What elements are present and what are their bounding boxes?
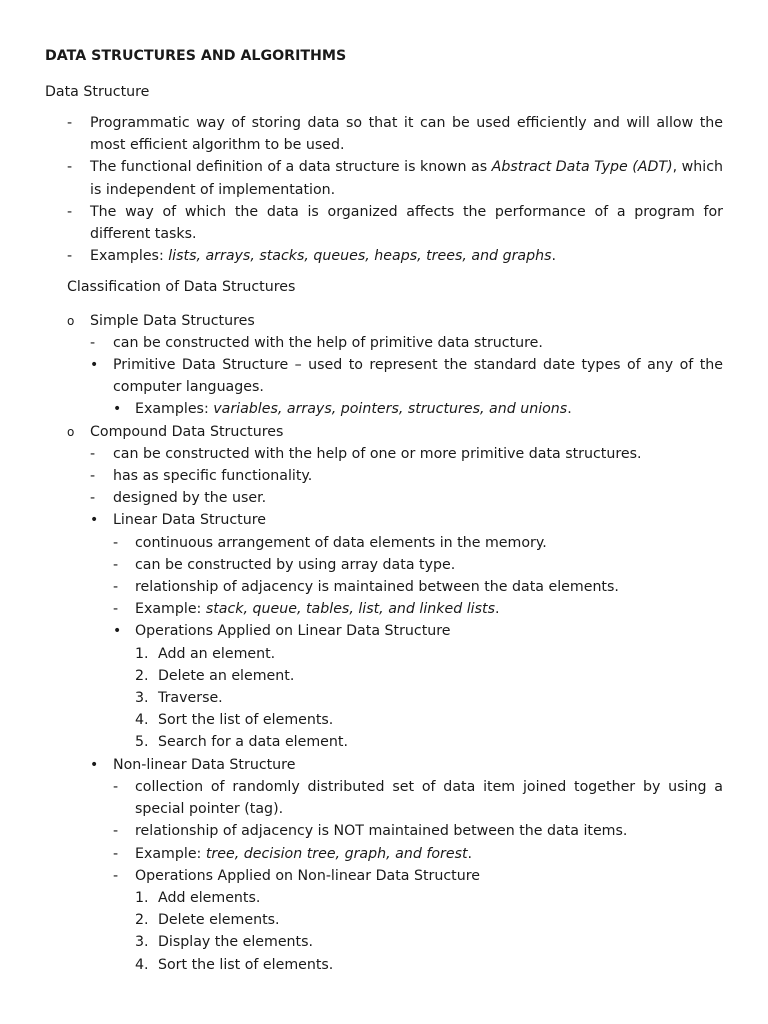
dash-marker: -: [67, 115, 73, 131]
numbered-item: [45, 709, 723, 731]
classification-heading: Classification of Data Structures: [67, 279, 296, 296]
list-item-text: Add elements.: [158, 889, 261, 906]
numbered-item: [45, 643, 723, 665]
list-item-text: The functional definition of a data structure is known as: [90, 159, 492, 176]
list-item-text: .: [467, 845, 473, 862]
dash-marker: -: [113, 579, 119, 596]
list-item-text: .: [551, 248, 557, 265]
linear-operations-label: Operations Applied on Linear Data Structure: [135, 623, 451, 640]
nonlinear-structure-label: Non-linear Data Structure: [113, 756, 296, 773]
examples-italic: variables, arrays, pointers, structures, and unions: [213, 401, 568, 418]
list-item: [45, 112, 723, 156]
numbered-item: [45, 954, 723, 976]
number-marker: 1.: [135, 889, 149, 906]
list-item-text: Search for a data element.: [158, 734, 348, 751]
number-marker: 3.: [135, 934, 149, 951]
list-item-text: designed by the user.: [113, 490, 267, 507]
list-item-text: can be constructed with the help of primitive data structure.: [113, 334, 543, 351]
bullet-icon: •: [90, 512, 99, 529]
nonlinear-structure-item: [45, 754, 723, 776]
list-item-text: Delete elements.: [158, 912, 280, 929]
dash-marker: -: [113, 601, 119, 618]
list-item-text: Add an element.: [158, 645, 276, 662]
dash-marker: -: [113, 534, 119, 551]
numbered-item: [45, 931, 723, 953]
list-item-text: Programmatic way of storing data so that it can be used efficiently and will allow the most efficient algorithm to be used.: [90, 115, 723, 154]
list-item-text: Sort the list of elements.: [158, 712, 334, 729]
list-item-text: Examples:: [135, 401, 214, 418]
list-item-text: Display the elements.: [158, 934, 314, 951]
numbered-item: [45, 731, 723, 753]
examples-italic: lists, arrays, stacks, queues, heaps, trees, and graphs: [168, 248, 552, 265]
list-item: [45, 843, 723, 865]
compound-structures-item: [45, 421, 723, 443]
list-item-text: can be constructed with the help of one or more primitive data structures.: [113, 445, 642, 462]
circle-bullet-icon: o: [67, 424, 75, 439]
number-marker: 4.: [135, 712, 149, 729]
simple-structures-item: [45, 310, 723, 332]
intro-list: [45, 112, 723, 267]
dash-marker: -: [90, 445, 96, 462]
dash-marker: -: [67, 159, 73, 176]
number-marker: 5.: [135, 734, 149, 751]
bullet-icon: •: [90, 756, 99, 773]
list-item-text: Sort the list of elements.: [158, 956, 334, 973]
number-marker: 2.: [135, 912, 149, 929]
list-item-text: The way of which the data is organized affects the performance of a program for different tasks.: [90, 203, 723, 243]
bullet-icon: •: [90, 357, 99, 374]
list-item-text: Examples:: [90, 248, 169, 265]
numbered-item: [45, 687, 723, 709]
list-item-text: continuous arrangement of data elements in the memory.: [135, 534, 547, 551]
list-item-text: Traverse.: [158, 690, 223, 707]
list-item: [45, 465, 723, 487]
list-item: [45, 776, 723, 820]
dash-marker: -: [113, 778, 119, 795]
bullet-icon: •: [113, 401, 122, 418]
list-item-text: relationship of adjacency is NOT maintained between the data items.: [135, 823, 628, 840]
list-item: [45, 598, 723, 620]
dash-marker: -: [67, 203, 73, 220]
list-item-text: Primitive Data Structure – used to represent the standard date types of any of the computer languages.: [113, 357, 723, 396]
list-item-text: Example:: [135, 601, 206, 618]
dash-marker: -: [113, 845, 119, 862]
simple-structures-label: Simple Data Structures: [90, 312, 255, 329]
nonlinear-operations-label: Operations Applied on Non-linear Data Structure: [135, 867, 480, 884]
list-item-text: Delete an element.: [158, 667, 295, 684]
list-item-text: .: [494, 601, 500, 618]
list-item: [45, 201, 723, 245]
numbered-item: [45, 909, 723, 931]
list-item-text: Example:: [135, 845, 206, 862]
dash-marker: -: [90, 468, 96, 485]
list-item: [45, 398, 723, 420]
list-item: [45, 576, 723, 598]
circle-bullet-icon: o: [67, 313, 75, 328]
document-title: DATA STRUCTURES AND ALGORITHMS: [45, 48, 347, 64]
list-item-text: has as specific functionality.: [113, 468, 313, 485]
linear-operations-item: [45, 620, 723, 642]
list-item: [45, 332, 723, 354]
section-title-data-structure: Data Structure: [45, 84, 150, 100]
list-item: [45, 820, 723, 842]
compound-structures-label: Compound Data Structures: [90, 423, 284, 440]
list-item: [45, 487, 723, 509]
examples-italic: tree, decision tree, graph, and forest: [205, 845, 468, 862]
linear-structure-item: [45, 509, 723, 531]
examples-italic: stack, queue, tables, list, and linked lists: [205, 601, 495, 618]
list-item-text: , which is independent of implementation.: [90, 159, 723, 198]
numbered-item: [45, 665, 723, 687]
bullet-icon: •: [113, 623, 122, 640]
dash-marker: -: [113, 823, 119, 840]
dash-marker: -: [90, 334, 96, 351]
list-item-text: collection of randomly distributed set of data item joined together by using a special pointer (tag).: [135, 778, 723, 818]
list-item-text: relationship of adjacency is maintained between the data elements.: [135, 579, 619, 596]
list-item: [45, 156, 723, 200]
number-marker: 3.: [135, 690, 149, 707]
nonlinear-operations-item: [45, 865, 723, 887]
dash-marker: -: [67, 248, 73, 265]
list-item-text: can be constructed by using array data type.: [135, 556, 456, 573]
list-item: [45, 532, 723, 554]
list-item: [45, 554, 723, 576]
adt-term: Abstract Data Type (ADT): [491, 159, 673, 176]
dash-marker: -: [113, 556, 119, 573]
number-marker: 1.: [135, 645, 149, 662]
number-marker: 4.: [135, 956, 149, 973]
dash-marker: -: [113, 867, 119, 884]
dash-marker: -: [90, 490, 96, 507]
number-marker: 2.: [135, 667, 149, 684]
list-item: [45, 443, 723, 465]
list-item: [45, 354, 723, 398]
list-item-text: .: [567, 401, 572, 418]
linear-structure-label: Linear Data Structure: [113, 512, 266, 529]
numbered-item: [45, 887, 723, 909]
list-item: [45, 245, 723, 267]
